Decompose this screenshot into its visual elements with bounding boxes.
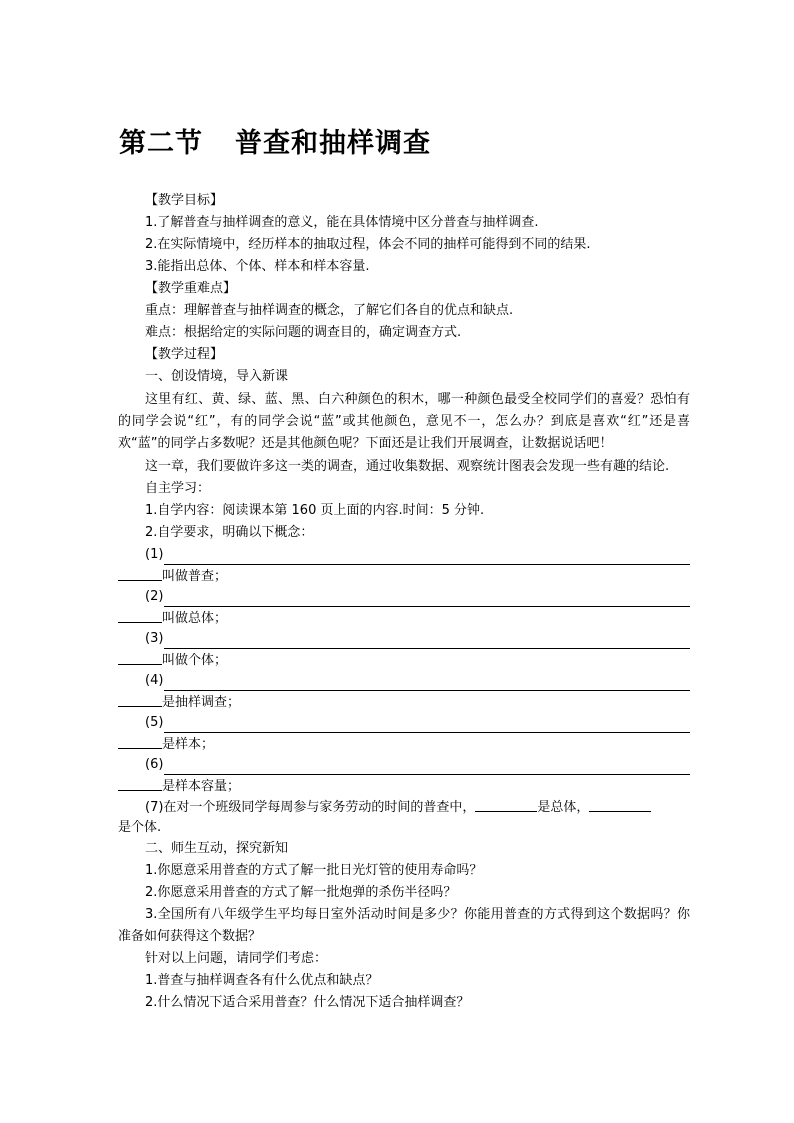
blank-tail: 是样本容量； xyxy=(162,779,241,794)
blank-tail: 叫做个体； xyxy=(162,653,228,668)
blank-number: (3) xyxy=(145,631,164,646)
study-content: 1.自学内容：阅读课本第 160 页上面的内容.时间：5 分钟. xyxy=(145,503,485,518)
blank-line xyxy=(118,628,690,649)
intro-paragraph: 这里有红、黄、绿、蓝、黑、白六种颜色的积木，哪一种颜色最受全校同学们的喜爱？恐怕有的同学会说“红”，有的同学会说“蓝”或其他颜色，意见不一，怎么办？到底是喜欢“红”还是喜欢“蓝”的同学占多数呢？还是其他颜色呢？下面还是让我们开展调查，让数据说话吧！ xyxy=(118,392,690,451)
objective-item: 3.能指出总体、个体、样本和样本容量. xyxy=(145,259,370,274)
key-point: 重点：理解普查与抽样调查的概念，了解它们各自的优点和缺点. xyxy=(145,303,514,318)
blank-continuation xyxy=(118,649,690,670)
blank-line xyxy=(118,670,690,691)
difficulty-point: 难点：根据给定的实际问题的调查目的，确定调查方式. xyxy=(145,325,462,340)
study-requirement: 2.自学要求，明确以下概念： xyxy=(145,525,314,540)
answer-line xyxy=(118,691,162,707)
objective-item: 1.了解普查与抽样调查的意义，能在具体情境中区分普查与抽样调查. xyxy=(145,215,539,230)
blank-number: (2) xyxy=(145,589,164,604)
blank-continuation xyxy=(118,565,690,586)
answer-line xyxy=(118,565,162,581)
question-item: 3.全国所有八年级学生平均每日室外活动时间是多少？你能用普查的方式得到这个数据吗？你准备如何获得这个数据？ xyxy=(118,907,690,944)
objectives-heading: 【教学目标】 xyxy=(145,193,224,208)
answer-line xyxy=(164,549,690,565)
consider-item: 2.什么情况下适合采用普查？什么情况下适合抽样调查？ xyxy=(145,995,470,1010)
blank-continuation xyxy=(118,733,690,754)
part1-title: 一、创设情境，导入新课 xyxy=(145,369,289,384)
section-title: 普查和抽样调查 xyxy=(235,128,431,159)
answer-line xyxy=(164,591,690,607)
objective-item: 2.在实际情境中，经历样本的抽取过程，体会不同的抽样可能得到不同的结果. xyxy=(145,237,591,252)
blank-number: (4) xyxy=(145,673,164,688)
question-7 xyxy=(118,796,690,817)
consider-item: 1.普查与抽样调查各有什么优点和缺点？ xyxy=(145,973,379,988)
answer-line xyxy=(118,733,162,749)
answer-line xyxy=(118,607,162,623)
consider-label: 针对以上问题，请同学们考虑： xyxy=(145,951,328,966)
self-study-label: 自主学习： xyxy=(145,481,211,496)
q7-text: 是总体， xyxy=(537,800,590,815)
answer-line xyxy=(118,775,162,791)
blank-continuation xyxy=(118,607,690,628)
blank-line xyxy=(118,712,690,733)
part2-title: 二、师生互动，探究新知 xyxy=(145,841,289,856)
blank-tail: 叫做普查； xyxy=(162,569,228,584)
blank-continuation xyxy=(118,775,690,796)
blank-continuation xyxy=(118,691,690,712)
answer-line xyxy=(164,633,690,649)
blank-tail: 是抽样调查； xyxy=(162,695,241,710)
blank-line xyxy=(118,754,690,775)
answer-line xyxy=(164,717,690,733)
blank-line xyxy=(118,544,690,565)
q7-continuation: 是个体. xyxy=(118,820,162,835)
blank-number: (5) xyxy=(145,715,164,730)
answer-line xyxy=(475,796,537,812)
section-number: 第二节 xyxy=(119,128,203,159)
process-heading: 【教学过程】 xyxy=(145,347,224,362)
blank-tail: 是样本； xyxy=(162,737,215,752)
chapter-paragraph: 这一章，我们要做许多这一类的调查，通过收集数据、观察统计图表会发现一些有趣的结论. xyxy=(145,459,670,474)
answer-line xyxy=(164,675,690,691)
page-title xyxy=(119,126,431,162)
document-body xyxy=(118,190,690,1014)
blank-number: (1) xyxy=(145,547,164,562)
answer-line xyxy=(589,796,651,812)
blank-tail: 叫做总体； xyxy=(162,611,228,626)
question-item: 2.你愿意采用普查的方式了解一批炮弹的杀伤半径吗？ xyxy=(145,885,457,900)
keypoints-heading: 【教学重难点】 xyxy=(145,281,237,296)
answer-line xyxy=(164,759,690,775)
blank-number: (6) xyxy=(145,757,164,772)
blank-line xyxy=(118,586,690,607)
q7-text: (7)在对一个班级同学每周参与家务劳动的时间的普查中， xyxy=(145,800,476,815)
question-item: 1.你愿意采用普查的方式了解一批日光灯管的使用寿命吗？ xyxy=(145,863,483,878)
answer-line xyxy=(118,649,162,665)
